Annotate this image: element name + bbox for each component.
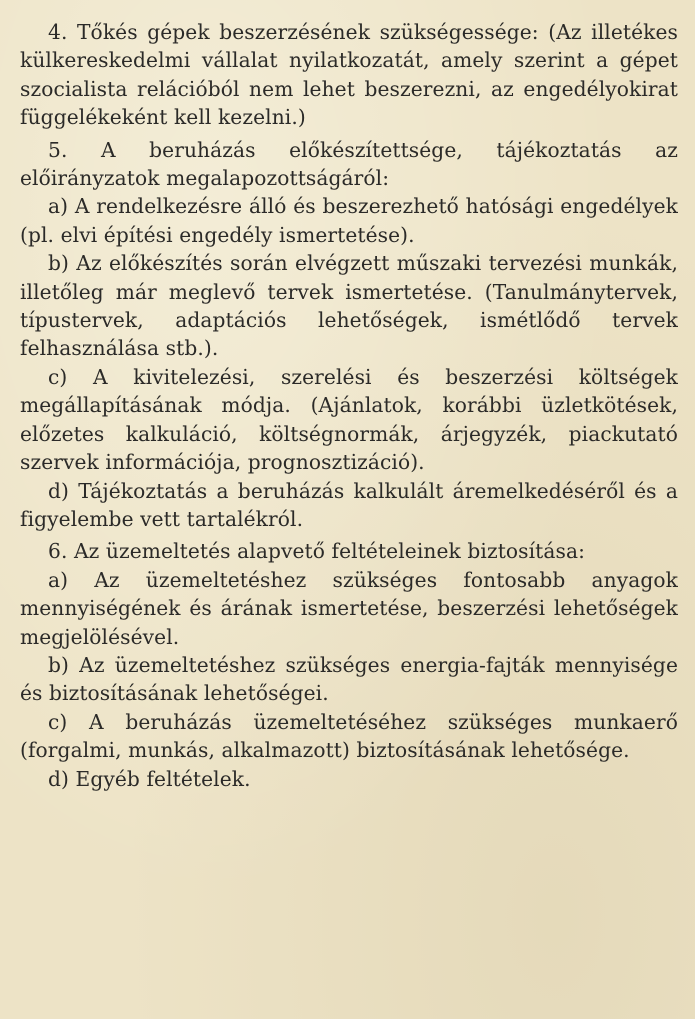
section-6a-item: a) Az üzemeltetéshez szükséges fontosabb anyagok mennyiségének és árának ismertetése, beszerzési lehetőségek megjelölésével.: [20, 567, 678, 649]
section-5c-item: c) A kivitelezési, szerelési és beszerzési költségek megállapításának módja. (Ajánlatok, korábbi üzletkötések, előzetes kalkuláció, költségnormák, árjegyzék, piackutató szervek információja, prognosztizáció).: [20, 364, 678, 475]
section-5-heading: 5. A beruházás előkészítettsége, tájékoztatás az előirányzatok megalapozottságáról:: [20, 137, 678, 191]
section-6-heading: 6. Az üzemeltetés alapvető feltételeinek biztosítása:: [48, 539, 586, 564]
section-5d-item: d) Tájékoztatás a beruházás kalkulált áremelkedéséről és a figyelembe vett tartalékról.: [20, 478, 678, 531]
section-5a-item: a) A rendelkezésre álló és beszerezhető hatósági engedélyek (pl. elvi építési engedély ismertetése).: [20, 194, 678, 247]
section-6d-item: d) Egyéb feltételek.: [48, 766, 251, 791]
section-4-paragraph: 4. Tőkés gépek beszerzésének szükségessége: (Az illetékes külkereskedelmi vállalat nyilatkozatát, amely szerint a gépet szocialista relációból nem lehet beszerezni, az engedélyokirat függelékeként kell kezelni.): [20, 20, 678, 130]
section-6c-item: c) A beruházás üzemeltetéséhez szükséges munkaerő (forgalmi, munkás, alkalmazott) biztosításának lehetősége.: [20, 709, 678, 763]
section-6b-item: b) Az üzemeltetéshez szükséges energia-fajták mennyisége és biztosításának lehetőségei.: [20, 652, 678, 706]
document-body: [20, 18, 678, 793]
section-5b-item: b) Az előkészítés során elvégzett műszaki tervezési munkák, illetőleg már meglevő tervek ismertetése. (Tanulmánytervek, típustervek, adaptációs lehetőségek, ismétlődő tervek felhasználása stb.).: [20, 251, 678, 361]
